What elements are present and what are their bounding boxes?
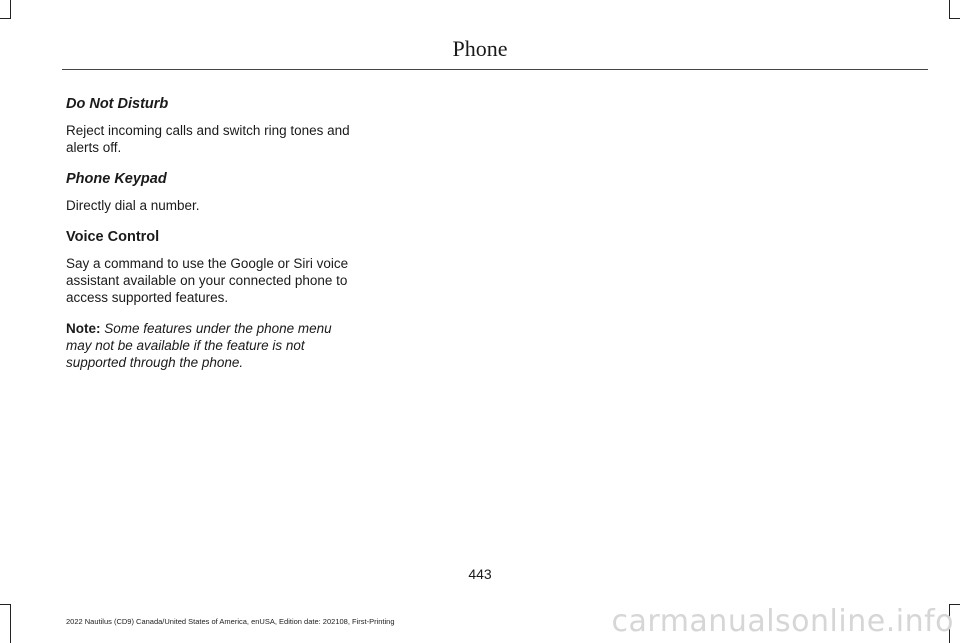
crop-mark-top-right-vertical	[949, 0, 950, 18]
crop-mark-top-left-vertical	[10, 0, 11, 18]
header-divider	[62, 69, 928, 70]
section-heading-phone-keypad: Phone Keypad	[66, 171, 167, 187]
section-heading-voice-control: Voice Control	[66, 229, 160, 245]
crop-mark-bottom-left-horizontal	[0, 604, 11, 605]
note-paragraph	[66, 320, 356, 371]
watermark-logo: carmanualsonline.info	[611, 604, 954, 639]
footer-edition-info: 2022 Nautilus (CD9) Canada/United States of America, enUSA, Edition date: 202108, First-Printing	[66, 617, 395, 626]
main-content	[66, 95, 356, 371]
note-text: Some features under the phone menu may not be available if the feature is not supported through the phone.	[66, 321, 332, 370]
page-title: Phone	[452, 36, 508, 61]
crop-mark-bottom-left-vertical	[10, 604, 11, 643]
section-body-phone-keypad: Directly dial a number.	[66, 198, 200, 213]
crop-mark-top-left-horizontal	[0, 18, 11, 19]
note-label: Note:	[66, 321, 101, 336]
page-number: 443	[468, 566, 492, 582]
section-heading-do-not-disturb: Do Not Disturb	[66, 96, 169, 112]
crop-mark-top-right-horizontal	[949, 18, 960, 19]
section-body-do-not-disturb: Reject incoming calls and switch ring tones and alerts off.	[66, 123, 350, 155]
section-body-voice-control: Say a command to use the Google or Siri voice assistant available on your connected phone to access supported features.	[66, 256, 349, 305]
